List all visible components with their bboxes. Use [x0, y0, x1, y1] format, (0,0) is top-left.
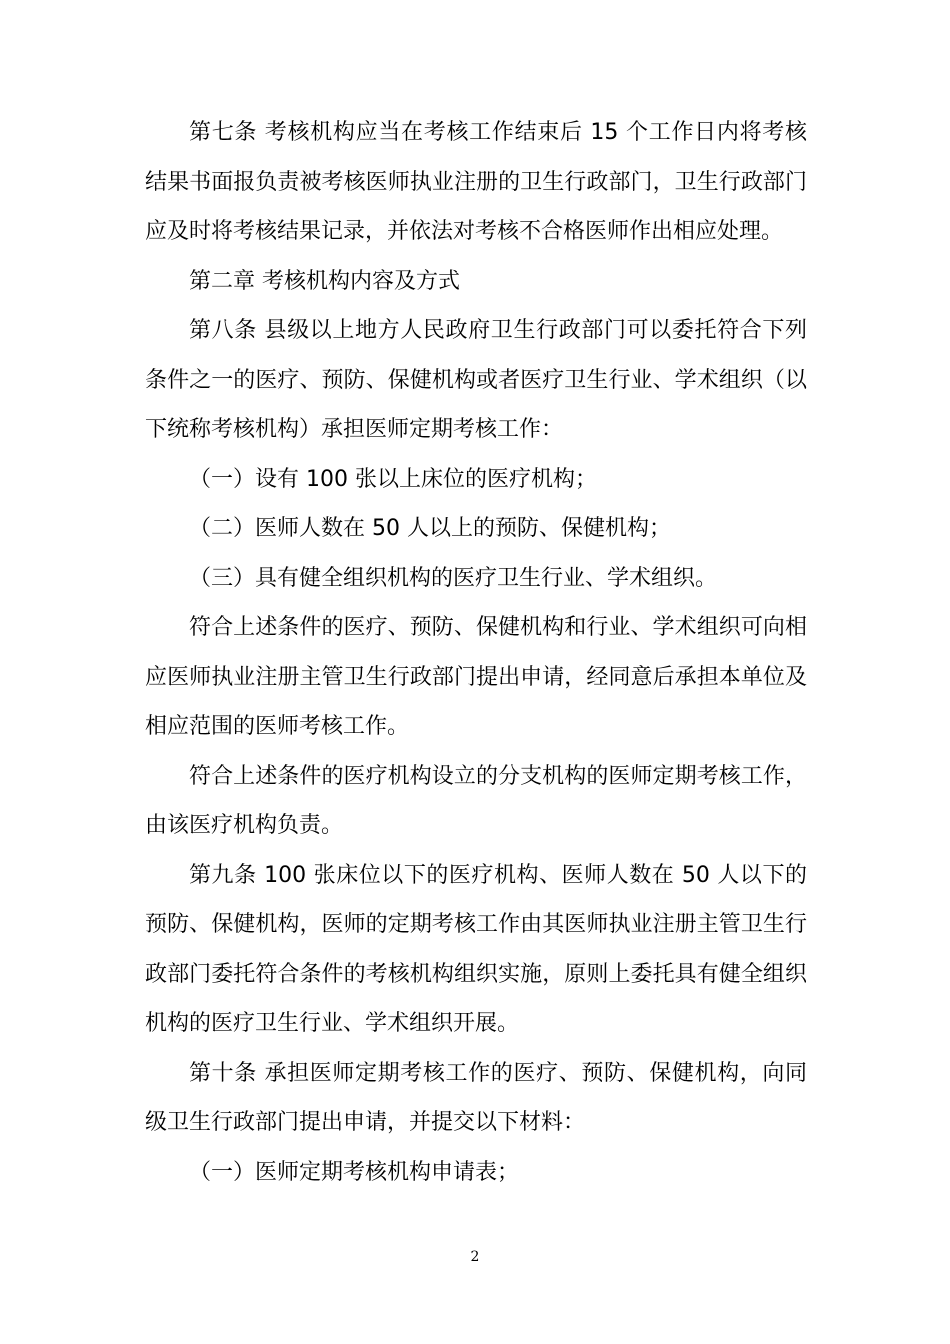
paragraph-branch: 符合上述条件的医疗机构设立的分支机构的医师定期考核工作，由该医疗机构负责。 [145, 763, 807, 838]
page-number: 2 [470, 1249, 480, 1265]
chapter-heading: 第二章 考核机构内容及方式 [189, 268, 460, 294]
paragraph-article-7: 第七条 考核机构应当在考核工作结束后 15 个工作日内将考核结果书面报负责被考核医师执业注册的卫生行政部门，卫生行政部门应及时将考核结果记录，并依法对考核不合格医师作出相应处理。 [145, 120, 807, 244]
paragraph-article-10: 第十条 承担医师定期考核工作的医疗、预防、保健机构，向同级卫生行政部门提出申请，并提交以下材料： [145, 1060, 807, 1135]
paragraph-article-8: 第八条 县级以上地方人民政府卫生行政部门可以委托符合下列条件之一的医疗、预防、保健机构或者医疗卫生行业、学术组织（以下统称考核机构）承担医师定期考核工作： [145, 318, 807, 442]
list-item-1: （一）设有 100 张以上床位的医疗机构； [189, 466, 597, 492]
list-item-materials-1: （一）医师定期考核机构申请表； [189, 1159, 520, 1185]
paragraph-application: 符合上述条件的医疗、预防、保健机构和行业、学术组织可向相应医师执业注册主管卫生行政部门提出申请，经同意后承担本单位及相应范围的医师考核工作。 [145, 615, 807, 739]
list-item-2: （二）医师人数在 50 人以上的预防、保健机构； [189, 516, 671, 541]
paragraph-article-9: 第九条 100 张床位以下的医疗机构、医师人数在 50 人以下的预防、保健机构，医师的定期考核工作由其医师执业注册主管卫生行政部门委托符合条件的考核机构组织实施，原则上委托具有健全组织机构的医疗卫生行业、学术组织开展。 [145, 862, 807, 1036]
list-item-3: （三）具有健全组织机构的医疗卫生行业、学术组织。 [189, 565, 718, 591]
body-text [145, 108, 807, 1197]
